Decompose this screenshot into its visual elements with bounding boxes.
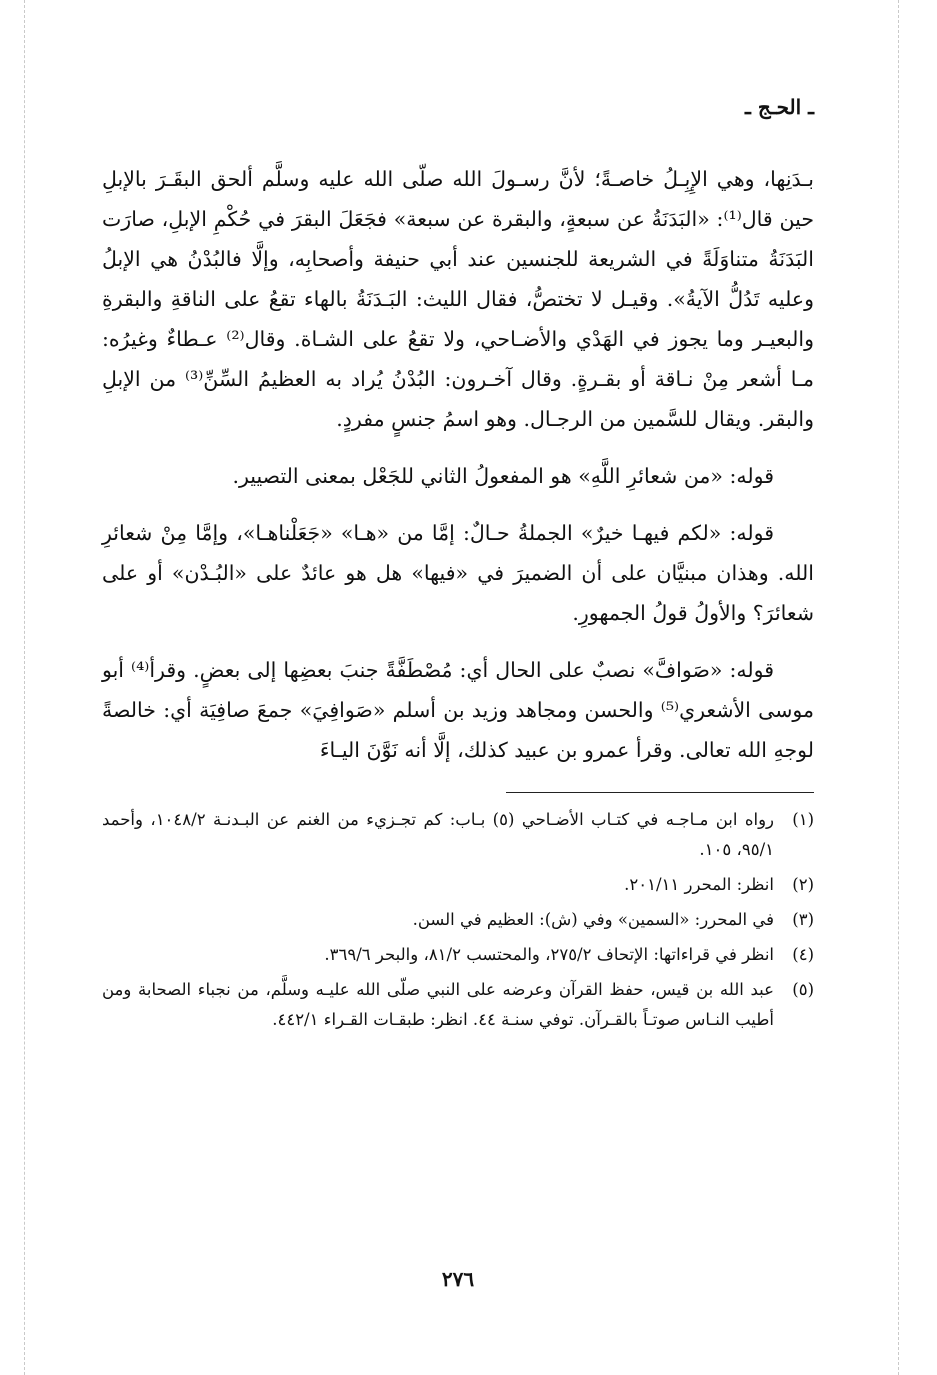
- footnote: [102, 975, 814, 1035]
- paragraph: قوله: «من شعائرِ اللَّهِ» هو المفعولُ الثاني للجَعْل بمعنى التصيير.: [232, 464, 774, 488]
- body-text: [102, 159, 814, 770]
- footnote-number: (٥): [792, 980, 814, 999]
- footnote-number: (١): [792, 810, 814, 829]
- footnote-number: (٣): [792, 910, 814, 929]
- footnote-text: رواه ابن مـاجـه في كتـاب الأضـاحي (٥) بـاب: كم تجـزيء من الغنم عن البـدنـة ١٠٤٨/٢، وأحمد ٩٥/١، ١٠٥.: [102, 810, 775, 859]
- footnote: [102, 870, 814, 900]
- footnote-divider: [506, 792, 814, 793]
- paragraph: قوله: «صَوافَّ» نصبٌ على الحال أي: مُصْطَفَّةً جنبَ بعضِها إلى بعضٍ. وقرأ⁽⁴⁾ أبو موسى الأشعري⁽⁵⁾ والحسن ومجاهد وزيد بن أسلم «صَوافِيَ» جمعَ صافِيَة أي: خالصةً لوجهِ الله تعالى. وقرأ عمرو بن عبيد كذلك، إلَّا أنه نَوَّنَ اليـاءَ: [102, 658, 814, 762]
- footnote-number: (٤): [792, 945, 814, 964]
- footnote-number: (٢): [792, 875, 814, 894]
- footnote: [102, 905, 814, 935]
- footnotes: [102, 805, 814, 1035]
- footnote-text: عبد الله بن قيس، حفظ القرآن وعرضه على النبي صلّى الله عليـه وسلَّم، من نجباء الصحابة ومن أطيب النـاس صوتـاً بالقـرآن. توفي سنـة ٤٤. انظر: طبقـات القـراء ٤٤٢/١.: [102, 980, 774, 1029]
- scan-fold-line: [898, 0, 899, 1375]
- footnote: [102, 940, 814, 970]
- footnote: [102, 805, 814, 865]
- footnote-text: في المحرر: «السمين» وفي (ش): العظيم في السن.: [412, 910, 774, 929]
- running-head: ـ الحـج ـ: [745, 95, 814, 119]
- scan-fold-line: [24, 0, 25, 1375]
- page-number: ٢٧٦: [441, 1267, 475, 1291]
- paragraph: قوله: «لكم فيهـا خيرٌ» الجملةُ حـالٌ: إمَّا من «هـا» «جَعَلْناهـا»، وإمَّا مِنْ شعائرِ الله. وهذان مبنيَّان على أن الضميرَ في «فيها» هل هو عائدٌ على «البُـدْن» أو على شعائرَ؟ والأولُ قولُ الجمهورِ.: [102, 521, 814, 625]
- footnote-text: انظر في قراءاتها: الإتحاف ٢٧٥/٢، والمحتسب ٨١/٢، والبحر ٣٦٩/٦.: [324, 945, 774, 964]
- paragraph: بـدَنِها، وهي الإِبِـلُ خاصـةً؛ لأنَّ رسـولَ الله صلّى الله عليه وسلَّم ألحق البقَـرَ بالإبلِ حين قال⁽¹⁾: «البَدَنَةُ عن سبعةٍ، والبقرة عن سبعة» فجَعَلَ البقرَ في حُكْمِ الإبلِ، صارَت البَدَنَةُ متناوَلَةً في الشريعة للجنسين عند أبي حنيفة وأصحابِه، وإلَّا فالبُدْنُ هي الإبلُ وعليه تَدُلُّ الآيةُ». وقيـل لا تختصُّ، فقال الليث: البَـدَنَةُ بالهاء تقعُ على الناقةِ والبقرةِ والبعيـر وما يجوز في الهَدْي والأضـاحي، ولا تقعُ على الشـاة. وقال⁽²⁾ عـطاءٌ وغيرُه: مـا أشعر مِنْ نـاقة أو بقـرةٍ. وقال آخـرون: البُدْنُ يُراد به العظيمُ السِّنِّ⁽³⁾ من الإبلِ والبقر. ويقال للسَّمين من الرجـال. وهو اسمُ جنسٍ مفردٍ.: [102, 167, 814, 431]
- book-page: [102, 95, 814, 1365]
- footnote-text: انظر: المحرر ٢٠١/١١.: [624, 875, 774, 894]
